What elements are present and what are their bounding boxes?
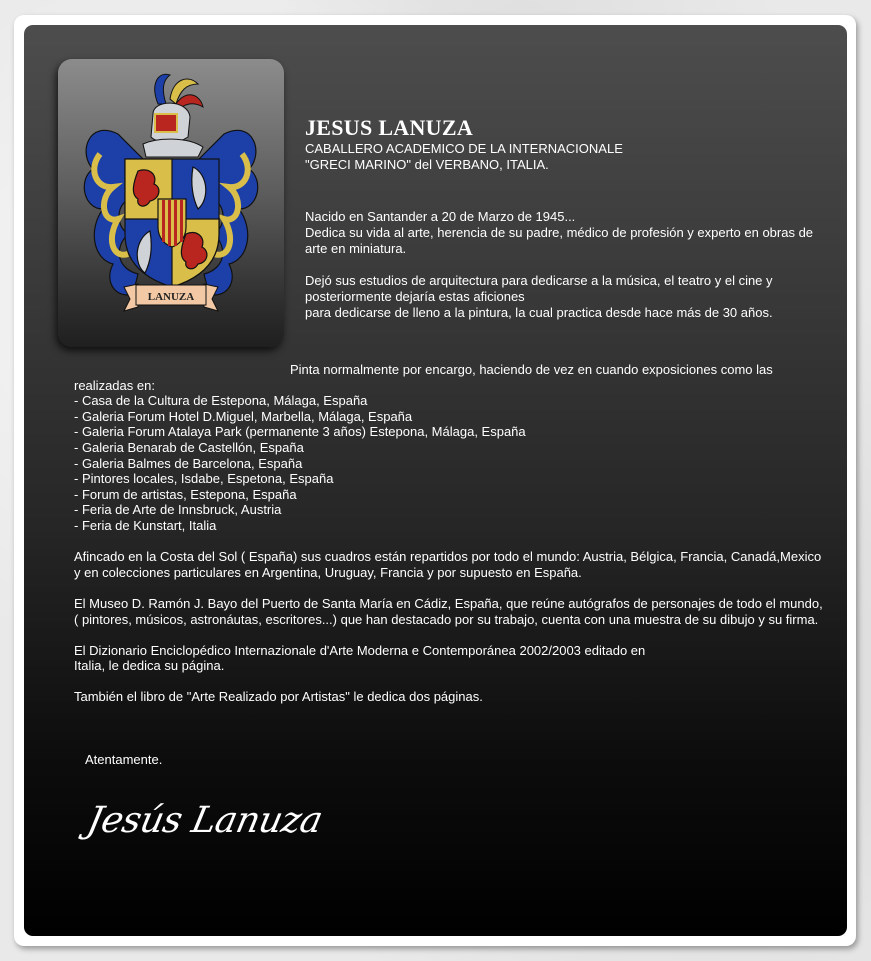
exhibitions-intro: Pinta normalmente por encargo, haciendo de vez en cuando exposiciones como las realizadas en: — [74, 362, 773, 393]
bio-section — [305, 209, 825, 337]
list-item: - Galeria Forum Hotel D.Miguel, Marbella, Málaga, España — [74, 408, 413, 424]
paragraph-dizionario: El Dizionario Enciclopédico Internazionale d'Arte Moderna e Contemporánea 2002/2003 editado en Italia, le dedica su página. — [74, 642, 646, 674]
list-item: - Galeria Forum Atalaya Park (permanente 3 años) Estepona, Málaga, España — [74, 424, 526, 440]
exhibitions-list — [74, 393, 824, 533]
signature: Jesús Lanuza — [83, 800, 326, 841]
coat-of-arms-card — [58, 59, 284, 347]
main-text — [74, 362, 824, 705]
svg-text:LANUZA: LANUZA — [147, 291, 195, 303]
bio-dedication: Dedica su vida al arte, herencia de su padre, médico de profesión y experto en obras de arte en miniatura. — [305, 225, 814, 256]
subtitle-line-1: CABALLERO ACADEMICO DE LA INTERNACIONALE — [305, 141, 623, 156]
bio-painting: para dedicarse de lleno a la pintura, la cual practica desde hace más de 30 años. — [305, 305, 773, 320]
list-item: - Pintores locales, Isdabe, Espetona, España — [74, 471, 334, 487]
subtitle-line-2: "GRECI MARINO" del VERBANO, ITALIA. — [305, 157, 549, 172]
coat-of-arms-icon — [58, 59, 284, 347]
content-panel — [24, 25, 847, 936]
list-item: - Galeria Benarab de Castellón, España — [74, 439, 304, 455]
list-item: - Feria de Arte de Innsbruck, Austria — [74, 502, 282, 518]
bio-paragraph-1 — [305, 209, 825, 257]
closing-text: Atentamente. — [85, 752, 163, 767]
paragraph-museo: El Museo D. Ramón J. Bayo del Puerto de Santa María en Cádiz, España, que reúne autógrafos de personajes de todo el mundo, ( pintores, músicos, astronáutas, escritores...) que han destacado por su trabajo, cuenta con una muestra de su dibujo y su firma. — [74, 595, 823, 627]
list-item: - Forum de artistas, Estepona, España — [74, 486, 297, 502]
header — [305, 115, 825, 173]
paragraph-costa-del-sol: Afincado en la Costa del Sol ( España) sus cuadros están repartidos por todo el mundo: Austria, Bélgica, Francia, Canadá,Mexico y en colecciones particulares en Argentina, Uruguay, Francia y por supuesto en España. — [74, 549, 822, 580]
bio-paragraph-2 — [305, 273, 825, 321]
bio-birth: Nacido en Santander a 20 de Marzo de 1945... — [305, 209, 576, 224]
bio-studies: Dejó sus estudios de arquitectura para dedicarse a la música, el teatro y el cine y posteriormente dejaría estas aficiones — [305, 273, 773, 304]
page-title: JESUS LANUZA — [305, 115, 474, 140]
list-item: - Casa de la Cultura de Estepona, Málaga, España — [74, 393, 368, 409]
list-item: - Galeria Balmes de Barcelona, España — [74, 455, 303, 471]
list-item: - Feria de Kunstart, Italia — [74, 517, 217, 533]
paragraph-libro: También el libro de "Arte Realizado por Artistas" le dedica dos páginas. — [74, 689, 483, 705]
